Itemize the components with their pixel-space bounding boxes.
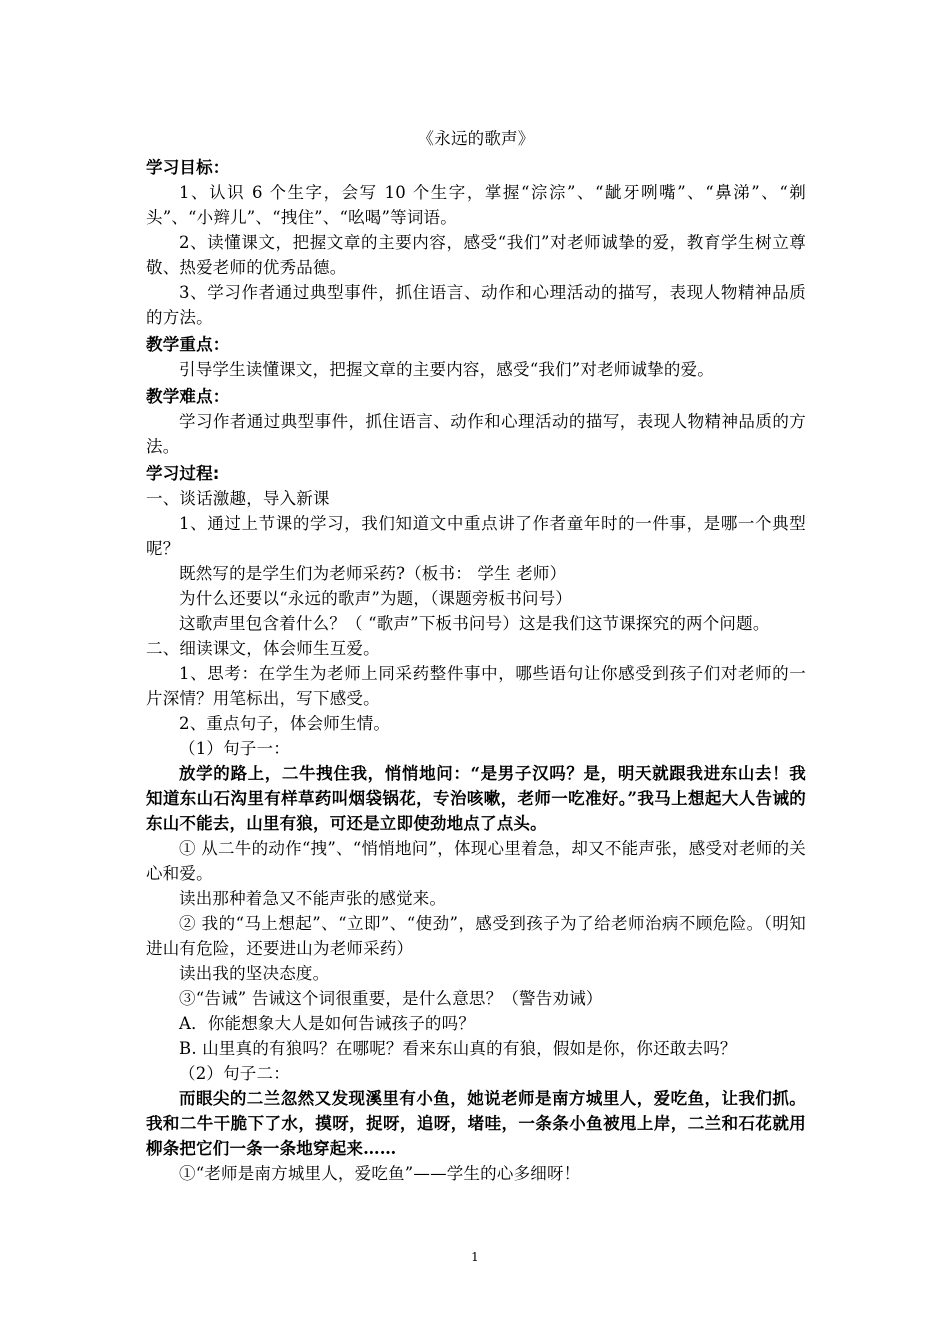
sentence-1-analysis-c: ③“告诫” 告诫这个词很重要，是什么意思？（警告劝诫） (179, 989, 603, 1008)
sentence-1-analysis-b: ② 我的“马上想起”、“立即”、“使劲”，感受到孩子为了给老师治病不顾危险。（明知进山有危险，还要进山为老师采药） (146, 914, 806, 958)
difficulty-text: 学习作者通过典型事件，抓住语言、动作和心理活动的描写，表现人物精神品质的方法。 (146, 412, 806, 456)
part-1-paragraph-3: 为什么还要以“永远的歌声”为题，（课题旁板书问号） (179, 589, 573, 608)
sentence-2-quote: 而眼尖的二兰忽然又发现溪里有小鱼，她说老师是南方城里人，爱吃鱼，让我们抓。我和二牛干脆下了水，摸呀，捉呀，追呀，堵哇，一条条小鱼被甩上岸，二兰和石花就用柳条把它们一条一条地穿起来…… (146, 1089, 806, 1158)
part-2-paragraph-1: 1、思考：在学生为老师上同采药整件事中，哪些语句让你感受到孩子们对老师的一片深情？用笔标出，写下感受。 (146, 664, 806, 708)
goal-item-3: 3、学习作者通过典型事件，抓住语言、动作和心理活动的描写，表现人物精神品质的方法。 (146, 283, 806, 327)
sentence-2-analysis-a: ①“老师是南方城里人，爱吃鱼”——学生的心多细呀！ (179, 1164, 581, 1183)
difficulty-heading: 教学难点： (146, 387, 230, 406)
goal-item-2: 2、读懂课文，把握文章的主要内容，感受“我们”对老师诚挚的爱，教育学生树立尊敬、热爱老师的优秀品德。 (146, 233, 806, 277)
sentence-1-question-b: B. 山里真的有狼吗？在哪呢？看来东山真的有狼，假如是你，你还敢去吗？ (179, 1039, 737, 1058)
part-1-paragraph-2: 既然写的是学生们为老师采药?（板书： 学生 老师） (179, 564, 567, 583)
key-points-text: 引导学生读懂课文，把握文章的主要内容，感受“我们”对老师诚挚的爱。 (179, 360, 714, 379)
part-1-paragraph-4: 这歌声里包含着什么？（ “歌声”下板书问号）这是我们这节课探究的两个问题。 (179, 614, 770, 633)
sentence-1-quote: 放学的路上，二牛拽住我，悄悄地问：“是男子汉吗？是，明天就跟我进东山去！我知道东山石沟里有样草药叫烟袋锅花，专治咳嗽，老师一吃准好。”我马上想起大人告诫的东山不能去，山里有狼，可还是立即使劲地点了点头。 (146, 764, 806, 833)
part-2-paragraph-2: 2、重点句子，体会师生情。 (179, 714, 391, 733)
goal-item-1: 1、认识 6 个生字，会写 10 个生字，掌握“淙淙”、“龇牙咧嘴”、“鼻涕”、“剃头”、“小辫儿”、“拽住”、“吆喝”等词语。 (146, 183, 806, 227)
sentence-2-label: （2）句子二： (179, 1064, 290, 1083)
part-2-title: 二、细读课文，体会师生互爱。 (146, 639, 380, 658)
sentence-1-label: （1）句子一： (179, 739, 290, 758)
key-points-heading: 教学重点： (146, 335, 230, 354)
sentence-1-reading-a: 读出那种着急又不能声张的感觉来。 (179, 889, 447, 908)
sentence-1-analysis-a: ① 从二牛的动作“拽”、“悄悄地问”，体现心里着急，却又不能声张，感受对老师的关心和爱。 (146, 839, 806, 883)
part-1-title: 一、谈话激趣，导入新课 (146, 489, 330, 508)
page-title: 《永远的歌声》 (417, 129, 535, 148)
goals-heading: 学习目标： (146, 158, 230, 177)
document-body (146, 126, 806, 1186)
sentence-1-reading-b: 读出我的坚决态度。 (179, 964, 330, 983)
process-heading: 学习过程: (146, 464, 220, 483)
part-1-paragraph-1: 1、通过上节课的学习，我们知道文中重点讲了作者童年时的一件事，是哪一个典型呢？ (146, 514, 806, 558)
page-number: 1 (471, 1250, 479, 1264)
sentence-1-question-a: A．你能想象大人是如何告诫孩子的吗？ (179, 1014, 476, 1033)
